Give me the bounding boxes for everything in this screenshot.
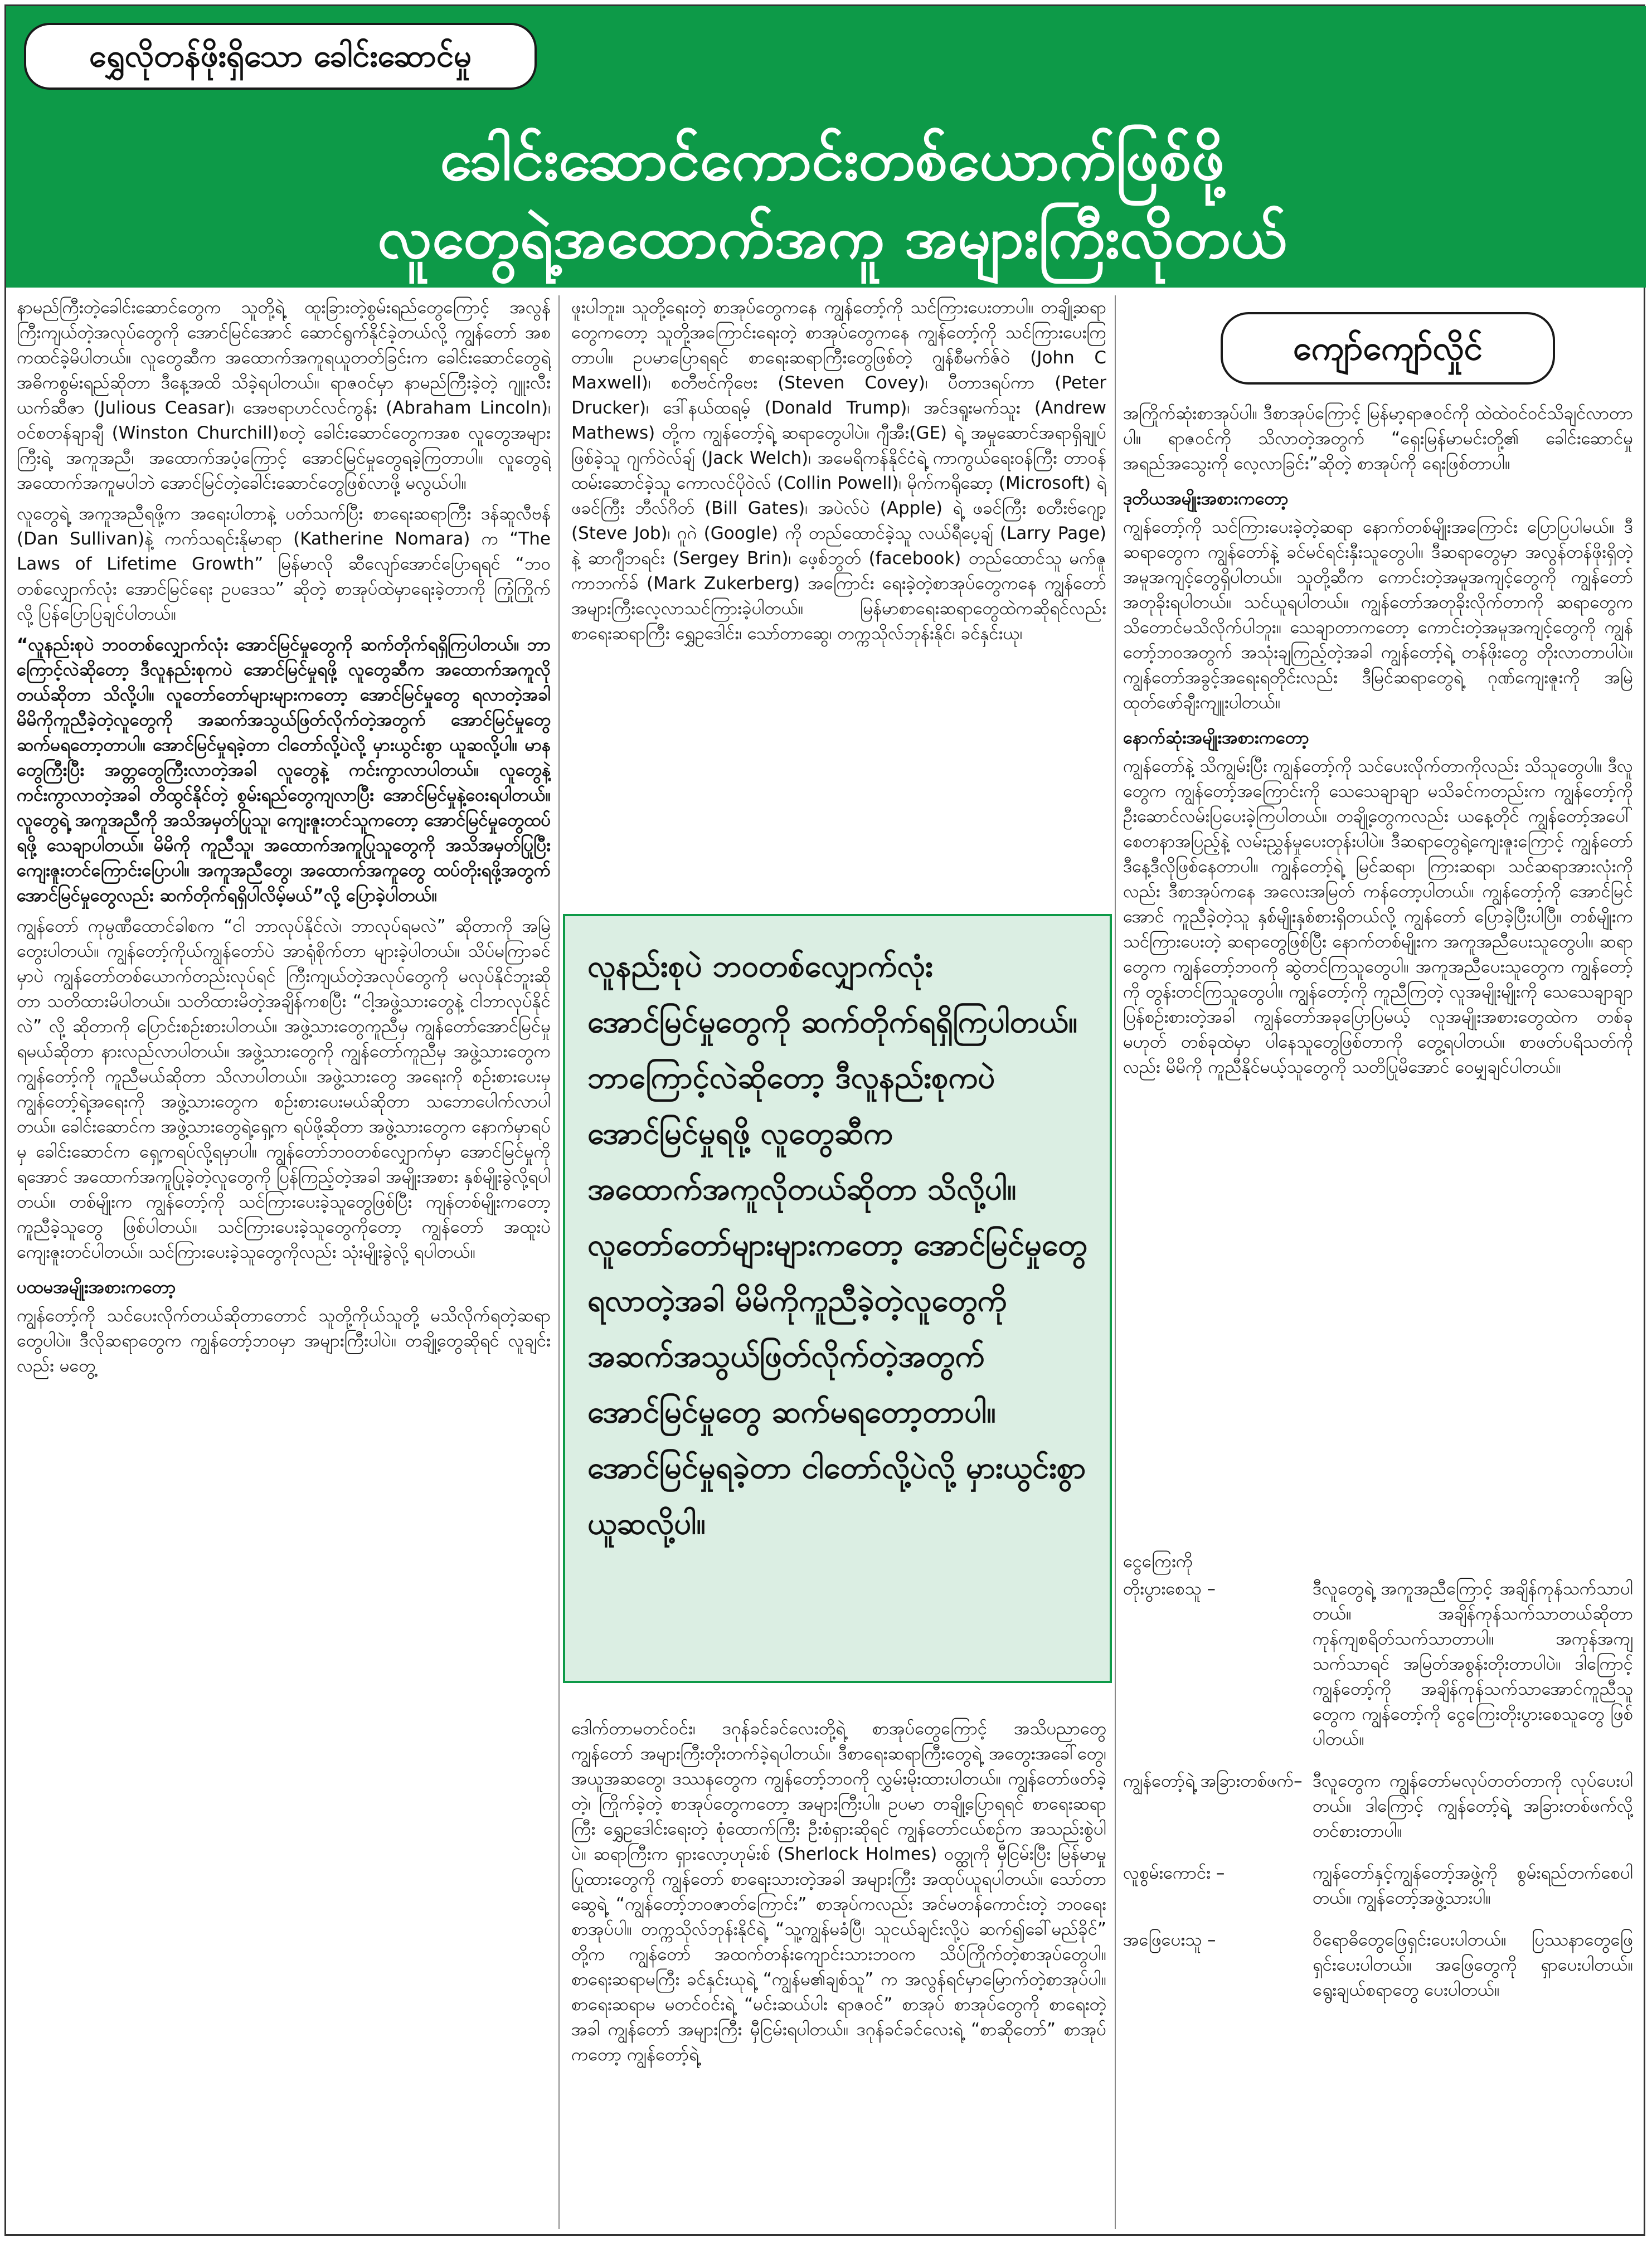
pull-quote-line: ယူဆလို့ပါ။ [587, 1506, 706, 1541]
pull-quote-line: အထောက်အကူလိုတယ်ဆိုတာ သိလို့ပါ။ [587, 1171, 1017, 1207]
header-banner [6, 6, 1646, 288]
definition-term: အဖြေပေးသူ – [1123, 1930, 1216, 1950]
quoted-paragraph: “လူနည်းစုပဲ ဘဝတစ်လျှောက်လုံး အောင်မြင်မှုတွေကို ဆက်တိုက်ရရှိကြပါတယ်။ ဘာကြောင့်လဲဆိုတော့ ဒီလူနည်းစုကပဲ အောင်မြင်မှုရဖို့ လူတွေဆီက အထောက်အကူလိုတယ်ဆိုတာ သိလို့ပါ။ လူတော်တော်များများကတော့ အောင်မြင်မှုတွေ ရလာတဲ့အခါ မိမိကိုကူညီခဲ့တဲ့လူတွေကို အဆက်အသွယ်ဖြတ်လိုက်တဲ့အတွက် အောင်မြင်မှုတွေ ဆက်မရတော့တာပါ။ အောင်မြင်မှုရခဲ့တာ ငါတော်လို့ပဲလို့ မှားယွင်းစွာ ယူဆလို့ပါ။ မာနတွေကြီးပြီး အတ္တတွေကြီးလာတဲ့အခါ လူတွေနဲ့ ကင်းကွာလာပါတယ်။ လူတွေနဲ့ ကင်းကွာလာတဲ့အခါ တိထွင်နိုင်တဲ့ စွမ်းရည်တွေကျလာပြီး အောင်မြင်မှုနဲ့ဝေးရပါတယ်။ လူတွေရဲ့ အကူအညီကို အသိအမှတ်ပြုသူ၊ ကျေးဇူးတင်သူကတော့ အောင်မြင်မှုတွေထပ်ရဖို့ သေချာပါတယ်။ မိမိကို ကူညီသူ၊ အထောက်အကူပြုသူတွေကို အသိအမှတ်ပြုပြီး ကျေးဇူးတင်ကြောင်းပြောပါ။ အကူအညီတွေ၊ အထောက်အကူတွေ ထပ်တိုးရဖို့အတွက် အောင်မြင်မှုတွေလည်း ဆက်တိုက်ရရှိပါလိမ့်မယ်”လို့ ပြောခဲ့ပါတယ်။ [17, 635, 551, 906]
article-column-2-bottom [571, 1716, 1106, 2229]
paragraph: ကျွန်တော့်ကို သင်ကြားပေးခဲ့တဲ့ဆရာ နောက်တစ်မျိုးအကြောင်း ပြောပြပါမယ်။ ဒီဆရာတွေက ကျွန်တော်နဲ့ ခင်မင်ရင်းနှီးသူတွေပါ။ ဒီဆရာတွေမှာ အလွန်တန်ဖိုးရှိတဲ့ အမူအကျင့်တွေရှိပါတယ်။ သူတို့ဆီက ကောင်းတဲ့အမူအကျင့်တွေကို ကျွန်တော်အတုခိုးရပါတယ်။ သင်ယူရပါတယ်။ ကျွန်တော်အတုခိုးလိုက်တာကို ဆရာတွေက သိတောင်မသိလိုက်ပါဘူး။ သေချာတာကတော့ ကောင်းတဲ့အမူအကျင့်တွေကို ကျွန်တော့်ဘဝအတွက် အသုံးချကြည့်တဲ့အခါ ကျွန်တော့်ရဲ့ တန်ဖိုးတွေ တိုးလာတာပါပဲ။ ကျွန်တော်အခွင့်အရေးရတိုင်းလည်း ဒီမြင်ဆရာတွေရဲ့ ဂုဏ်ကျေးဇူးကို အမြဲထုတ်ဖော်ချီးကျူးပါတယ်။ [1123, 517, 1633, 713]
definition-intro: ငွေကြေးကို [1123, 1552, 1193, 1572]
definition-term: ကျွန်တော့်ရဲ့ အခြားတစ်ဖက်– [1123, 1771, 1303, 1791]
column-divider-2 [1115, 295, 1116, 2229]
article-column-2-top [571, 295, 1106, 908]
subheading: ပထမအမျိုးအစားကတော့ [17, 1277, 176, 1297]
paragraph: ကျွန်တော့်ကို သင်ပေးလိုက်တယ်ဆိုတာတောင် သူတို့ကိုယ်သူတို့ မသိလိုက်ရတဲ့ဆရာတွေပါပဲ။ ဒီလိုဆရာတွေက ကျွန်တော့်ဘဝမှာ အများကြီးပါပဲ။ တချို့တွေဆိုရင် လူချင်းလည်း မတွေ့ [17, 1306, 551, 1376]
pull-quote-line: လူနည်းစုပဲ ဘဝတစ်လျှောက်လုံး [587, 949, 933, 984]
definition-term: လူစွမ်းကောင်း – [1123, 1863, 1225, 1883]
pull-quote-line: အောင်မြင်မှုရဖို့ လူတွေဆီက [587, 1116, 893, 1151]
pull-quote-line: အောင်မြင်မှုတွေ ဆက်မရတော့တာပါ။ [587, 1394, 996, 1429]
definition-desc: ကျွန်တော်နှင့်ကျွန်တော့်အဖွဲ့ကို စွမ်းရည်တက်စေပါတယ်။ ကျွန်တော့်အဖွဲ့သားပါ။ [1313, 1863, 1633, 1908]
section-tag: ရွှေလိုတန်ဖိုးရှိသော ခေါင်းဆောင်မှု [24, 23, 537, 90]
subheading: ဒုတိယအမျိုးအစားကတော့ [1123, 489, 1289, 509]
paragraph: နာမည်ကြီးတဲ့ခေါင်းဆောင်တွေက သူတို့ရဲ့ ထူးခြားတဲ့စွမ်းရည်တွေကြောင့် အလွန်ကြီးကျယ်တဲ့အလုပ်တွေကို အောင်မြင်အောင် ဆောင်ရွက်နိုင်ခဲ့တယ်လို့ ကျွန်တော် အစကထင်ခဲ့မိပါတယ်။ လူတွေဆီက အထောက်အကူရယူတတ်ခြင်းက ခေါင်းဆောင်တွေရဲ့ အဓိကစွမ်းရည်ဆိုတာ ဒီနေ့အထိ သိခဲ့ရပါတယ်။ ရာဇဝင်မှာ နာမည်ကြီးခဲ့တဲ့ ဂျူးလီးယက်ဆီဇာ (Julious Ceasar)၊ အေဗရာဟင်လင်ကွန်း (Abraham Lincoln)၊ ဝင်စတန်ချာချီ (Winston Churchill)စတဲ့ ခေါင်းဆောင်တွေကအစ လူတွေအများကြီးရဲ့ အကူအညီ၊ အထောက်အပံ့ကြောင့် အောင်မြင်မှုတွေရခဲ့ကြတာပါ။ လူတွေရဲ့ အထောက်အကူမပါဘဲ အောင်မြင်တဲ့ခေါင်းဆောင်တွေဖြစ်လာဖို့ မလွယ်ပါ။ [17, 298, 551, 493]
definition-item [1123, 1928, 1633, 2003]
subheading: နောက်ဆုံးအမျိုးအစားကတော့ [1123, 728, 1309, 748]
paragraph: ကျွန်တော်နဲ့ သိကျွမ်းပြီး ကျွန်တော့်ကို သင်ပေးလိုက်တာကိုလည်း သိသူတွေပါ။ ဒီလူတွေက ကျွန်တော့်အကြောင်းကို သေသေချာချာ မသိခင်ကတည်းက ကျွန်တော့်ကို ဦးဆောင်လမ်းပြပေးခဲ့ကြပါတယ်။ တချို့တွေကလည်း ယနေ့တိုင် ကျွန်တော့်အပေါ် စေတနာအပြည့်နဲ့ လမ်းညွှန်မှုပေးတုန်းပါပဲ။ ဒီဆရာတွေရဲ့ကျေးဇူးကြောင့် ကျွန်တော် ဒီနေ့ဒီလိုဖြစ်နေတာပါ။ ကျွန်တော့်ရဲ့ မြင်ဆရာ၊ ကြားဆရာ၊ သင်ဆရာအားလုံးကိုလည်း ဒီစာအုပ်ကနေ အလေးအမြတ် ကန်တော့ပါတယ်။ ကျွန်တော့်ကို အောင်မြင်အောင် ကူညီခဲ့တဲ့သူ နှစ်မျိုးနှစ်စားရှိတယ်လို့ ကျွန်တော် ပြောခဲ့ပြီးပါပြီ။ တစ်မျိုးက သင်ကြားပေးတဲ့ ဆရာတွေဖြစ်ပြီး နောက်တစ်မျိုးက အကူအညီပေးသူတွေပါ။ ဆရာတွေက ကျွန်တော့်ဘဝကို ဆွဲတင်ကြသူတွေပါ။ အကူအညီပေးသူတွေက ကျွန်တော့်ကို တွန်းတင်ကြသူတွေပါ။ ကျွန်တော့်ကို ကူညီကြတဲ့ လူအမျိုးမျိုးကို သေသေချာချာပြန်စဉ်းစားတဲ့အခါ ကျွန်တော်အခုပြောပြမယ့် လူအမျိုးအစားတွေထဲက တစ်ခုမဟုတ် တစ်ခုထဲမှာ ပါနေသူတွေဖြစ်တာကို တွေ့ရပါတယ်။ စာဖတ်ပရိသတ်ကိုလည်း မိမိကို ကူညီနိုင်မယ့်သူတွေကို သတိပြုမိအောင် ဝေမျှချင်ပါတယ်။ [1123, 756, 1633, 1077]
paragraph: ဖူးပါဘူး။ သူတို့ရေးတဲ့ စာအုပ်တွေကနေ ကျွန်တော့်ကို သင်ကြားပေးတာပါ။ တချို့ဆရာတွေကတော့ သူတို့အကြောင်းရေးတဲ့ စာအုပ်တွေကနေ ကျွန်တော့်ကို သင်ကြားပေးကြတာပါ။ ဥပမာပြောရရင် စာရေးဆရာကြီးတွေဖြစ်တဲ့ ဂျွန်စီမက်ဇ်ဝဲ (John C Maxwell)၊ စတီဗင်ကိုဗေး (Steven Covey)၊ ပီတာဒရပ်ကာ (Peter Drucker)၊ ဒေါ်နယ်ထရမ့် (Donald Trump)၊ အင်ဒရူးမက်သူး (Andrew Mathews) တို့က ကျွန်တော့်ရဲ့ ဆရာတွေပါပဲ။ ဂျီအီး(GE) ရဲ့ အမှုဆောင်အရာရှိချုပ်ဖြစ်ခဲ့သူ ဂျက်ဝဲလ်ချ် (Jack Welch)၊ အမေရိကန်နိုင်ငံရဲ့ ကာကွယ်ရေးဝန်ကြီး တာဝန်ထမ်းဆောင်ခဲ့သူ ကောလင်ပိုဝဲလ် (Collin Powell)၊ မိုက်ကရိုဆော့ (Microsoft) ရဲ့ ဖခင်ကြီး ဘီလ်ဂိတ် (Bill Gates)၊ အပဲလ်ပဲ (Apple) ရဲ့ ဖခင်ကြီး စတီးဗ်ဂျော့ (Steve Job)၊ ဂူဂဲ (Google) ကို တည်ထောင်ခဲ့သူ လယ်ရီပေ့ချ် (Larry Page) နဲ့ ဆာဂျီဘရင်း (Sergey Brin)၊ ဖေ့စ်ဘွတ် (facebook) တည်ထောင်သူ မက်ဇူကာဘက်ခ် (Mark Zukerberg) အကြောင်း ရေးခဲ့တဲ့စာအုပ်တွေကနေ ကျွန်တော် အများကြီးလေ့လာသင်ကြားခဲ့ပါတယ်။ မြန်မာစာရေးဆရာတွေထဲကဆိုရင်လည်း စာရေးဆရာကြီး ရွှေဥဒေါင်း၊ သော်တာဆွေ၊ တက္ကသိုလ်ဘုန်းနိုင်၊ ခင်နှင်းယု၊ [571, 298, 1106, 644]
pull-quote-line: ဘာကြောင့်လဲဆိုတော့ ဒီလူနည်းစုကပဲ [587, 1060, 995, 1095]
pull-quote-box [563, 914, 1112, 1683]
paragraph: လူတွေရဲ့ အကူအညီရဖို့က အရေးပါတာနဲ့ ပတ်သက်ပြီး စာရေးဆရာကြီး ဒန်ဆူလီဗန် (Dan Sullivan)နဲ့ ကက်သရင်းနိုမာရာ (Katherine Nomara) က “The Laws of Lifetime Growth” မြန်မာလို ဆီလျော်အောင်ပြောရရင် “ဘဝတစ်လျှောက်လုံး အောင်မြင်ရေး ဥပဒေသ” ဆိုတဲ့ စာအုပ်ထဲမှာရေးခဲ့တာကို ကြုံကြိုက်လို့ ပြန်ပြောပြချင်ပါတယ်။ [17, 504, 551, 624]
pull-quote-line: အဆက်အသွယ်ဖြတ်လိုက်တဲ့အတွက် [587, 1339, 985, 1374]
headline-line-1: ခေါင်းဆောင်ကောင်းတစ်ယောက်ဖြစ်ဖို့ [440, 125, 1225, 193]
author-byline: ကျော်ကျော်လှိုင် [1221, 312, 1555, 385]
definition-term: တိုးပွားစေသူ – [1123, 1579, 1216, 1599]
definition-list [1123, 1549, 1633, 2020]
column-divider-1 [558, 295, 560, 2229]
pull-quote-line: အောင်မြင်မှုရခဲ့တာ ငါတော်လို့ပဲလို့ မှားယွင်းစွာ [587, 1450, 1086, 1485]
headline-line-2: လူတွေရဲ့အထောက်အကူ အများကြီးလိုတယ် [377, 203, 1287, 271]
paragraph: အကြိုက်ဆုံးစာအုပ်ပါ။ ဒီစာအုပ်ကြောင့် မြန်မာ့ရာဇဝင်ကို ထဲထဲဝင်ဝင်သိချင်လာတာပါ။ ရာဇဝင်ကို သိလာတဲ့အတွက် “ရှေးမြန်မာမင်းတို့၏ ခေါင်းဆောင်မှုအရည်အသွေးကို လေ့လာခြင်း”ဆိုတဲ့ စာအုပ်ကို ရေးဖြစ်တာပါ။ [1123, 403, 1633, 474]
definition-desc: ဒီလူတွေက ကျွန်တော်မလုပ်တတ်တာကို လုပ်ပေးပါတယ်။ ဒါကြောင့် ကျွန်တော့်ရဲ့ အခြားတစ်ဖက်လို့ တင်စားတာပါ။ [1313, 1771, 1633, 1841]
article-column-3 [1123, 401, 1633, 1181]
definition-desc: ဒီလူတွေရဲ့ အကူအညီကြောင့် အချိန်ကုန်သက်သာပါတယ်။ အချိန်ကုန်သက်သာတယ်ဆိုတာ ကုန်ကျစရိတ်သက်သာတာပါ။ အကုန်အကျသက်သာရင် အမြတ်အစွန်းတိုးတာပါပဲ။ ဒါကြောင့် ကျွန်တော့်ကို အချိန်ကုန်သက်သာအောင်ကူညီသူတွေက ကျွန်တော့်ကို ငွေကြေးတိုးပွားစေသူတွေ ဖြစ်ပါတယ်။ [1313, 1579, 1633, 1749]
pull-quote-line: ရလာတဲ့အခါ မိမိကိုကူညီခဲ့တဲ့လူတွေကို [587, 1283, 1007, 1318]
paragraph: ကျွန်တော် ကုမ္ပဏီထောင်ခါစက “ငါ ဘာလုပ်နိုင်လဲ၊ ဘာလုပ်ရမလဲ” ဆိုတာကို အမြဲတွေးပါတယ်။ ကျွန်တော့်ကိုယ်ကျွန်တော်ပဲ အာရုံစိုက်တာ များခဲ့ပါတယ်။ သိပ်မကြာခင်မှာပဲ ကျွန်တော်တစ်ယောက်တည်းလုပ်ရင် ကြီးကျယ်တဲ့အလုပ်တွေကို မလုပ်နိုင်ဘူးဆိုတာ သတိထားမိပါတယ်။ သတိထားမိတဲ့အချိန်ကစပြီး “ငါ့အဖွဲ့သားတွေနဲ့ ငါဘာလုပ်နိုင်လဲ” လို့ ဆိုတာကို ပြောင်းစဉ်းစားပါတယ်။ အဖွဲ့သားတွေကူညီမှ ကျွန်တော်အောင်မြင်မှုရမယ်ဆိုတာ နားလည်လာပါတယ်။ အဖွဲ့သားတွေကို ကျွန်တော်ကူညီမှ အဖွဲ့သားတွေက ကျွန်တော့်ကို ကူညီမယ်ဆိုတာ သိလာပါတယ်။ အဖွဲ့သားတွေ အရေးကို စဉ်းစားပေးမှ ကျွန်တော့်ရဲ့အရေးကို အဖွဲ့သားတွေက စဉ်းစားပေးမယ်ဆိုတာ သဘောပေါက်လာပါတယ်။ ခေါင်းဆောင်က အဖွဲ့သားတွေရဲ့ရှေ့က ရပ်ဖို့ဆိုတာ အဖွဲ့သားတွေက နောက်မှာရပ်မှ ခေါင်းဆောင်က ရှေ့ကရပ်လို့ရမှာပါ။ ကျွန်တော်ဘဝတစ်လျှောက်မှာ အောင်မြင်မှုကိုရအောင် အထောက်အကူပြုခဲ့တဲ့လူတွေကို ပြန်ကြည့်တဲ့အခါ အမျိုးအစား နှစ်မျိုးခွဲလို့ရပါတယ်။ တစ်မျိုးက ကျွန်တော့်ကို သင်ကြားပေးခဲ့သူတွေဖြစ်ပြီး ကျန်တစ်မျိုးကတော့ ကူညီခဲ့သူတွေ ဖြစ်ပါတယ်။ သင်ကြားပေးခဲ့သူတွေကိုတော့ ကျွန်တော် အထူးပဲကျေးဇူးတင်ပါတယ်။ သင်ကြားပေးခဲ့သူတွေကိုလည်း သုံးမျိုးခွဲလို့ ရပါတယ်။ [17, 916, 551, 1262]
article-column-1 [17, 295, 551, 2229]
definition-desc: ဝိရောဓိတွေဖြေရှင်းပေးပါတယ်။ ပြဿနာတွေဖြေရှင်းပေးပါတယ်။ အဖြေတွေကို ရှာပေးပါတယ်။ ရွေးချယ်စရာတွေ ပေးပါတယ်။ [1313, 1930, 1633, 2000]
pull-quote-line: အောင်မြင်မှုတွေကို ဆက်တိုက်ရရှိကြပါတယ်။ [587, 1004, 1078, 1039]
paragraph: ဒေါက်တာမတင်ဝင်း၊ ဒဂုန်ခင်ခင်လေးတို့ရဲ့ စာအုပ်တွေကြောင့် အသိပညာတွေ ကျွန်တော် အများကြီးတိုးတက်ခဲ့ရပါတယ်။ ဒီစာရေးဆရာကြီးတွေရဲ့ အတွေးအခေါ်တွေ၊ အယူအဆတွေ၊ ဒဿနတွေက ကျွန်တော့်ဘဝကို လွှမ်းမိုးထားပါတယ်။ ကျွန်တော်ဖတ်ခဲ့တဲ့၊ ကြိုက်ခဲ့တဲ့ စာအုပ်တွေကတော့ အများကြီးပါ။ ဥပမာ တချို့ပြောရရင် စာရေးဆရာကြီး ရွှေဥဒေါင်းရေးတဲ့ စုံထောက်ကြီး ဦးစံရှားဆိုရင် ကျွန်တော်ငယ်စဉ်က အသည်းစွဲပါပဲ။ ဆရာကြီးက ရှားလော့ဟုမ်းစ် (Sherlock Holmes) ဝတ္ထုကို မှီငြမ်းပြီး မြန်မာမှုပြုထားတွေကို ကျွန်တော် စာရေးသားတဲ့အခါ အများကြီး အထုပ်ယူရပါတယ်။ သော်တာဆွေရဲ့ “ကျွန်တော့်ဘဝဇာတ်ကြောင်း” စာအုပ်ကလည်း အင်မတန်ကောင်းတဲ့ ဘဝရေးစာအုပ်ပါ။ တက္ကသိုလ်ဘုန်းနိုင်ရဲ့ “သူ့ကျွန်မခံပြီ၊ သူငယ်ချင်းလို့ပဲ ဆက်၍ခေါ်မည်ခိုင်” တို့က ကျွန်တော် အထက်တန်းကျောင်းသားဘဝက သိပ်ကြိုက်တဲ့စာအုပ်တွေပါ။ စာရေးဆရာမကြီး ခင်နှင်းယုရဲ့ “ကျွန်မ၏ချစ်သူ” က အလွန်ရင်မှာမြောက်တဲ့စာအုပ်ပါ။ စာရေးဆရာမ မတင်ဝင်းရဲ့ “မင်းဆယ်ပါး ရာဇဝင်” စာအုပ် စာအုပ်တွေကို စာရေးတဲ့အခါ ကျွန်တော် အများကြီး မှီငြမ်းရပါတယ်။ ဒဂုန်ခင်ခင်လေးရဲ့ “စာဆိုတော်” စာအုပ်ကတော့ ကျွန်တော့်ရဲ့ [571, 1719, 1106, 2065]
definition-item [1123, 1769, 1633, 1844]
pull-quote-line: လူတော်တော်များများကတော့ အောင်မြင်မှုတွေ [587, 1227, 1087, 1262]
definition-item [1123, 1577, 1633, 1752]
definition-item [1123, 1861, 1633, 1911]
